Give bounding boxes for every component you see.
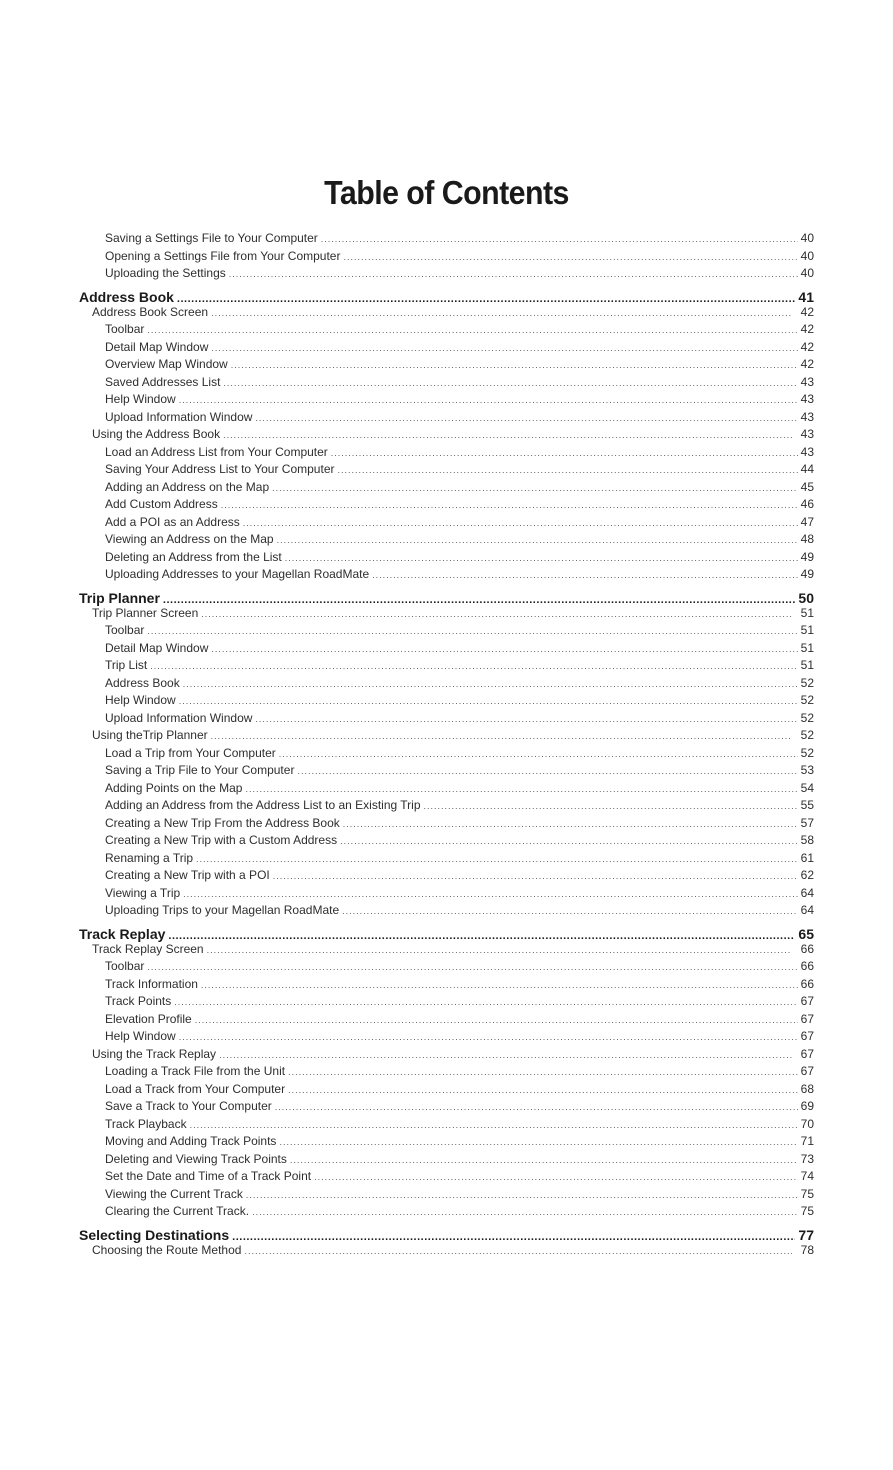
toc-entry-page-number: 74 [800,1169,814,1183]
toc-entry-title: Track Information [105,976,198,991]
toc-entry-page-number: 43 [800,374,814,389]
toc-topic-entry[interactable] [0,833,893,851]
toc-entry-page-number: 78 [800,1242,814,1257]
toc-topic-entry[interactable] [0,623,893,641]
toc-entry-title: Toolbar [105,623,145,637]
toc-entry-title: Saving Your Address List to Your Computer [105,462,335,476]
toc-entry-page-number: 43 [800,392,814,406]
toc-entry-title: Adding an Address from the Address List to an Existing Trip [105,798,421,812]
dot-leader [277,535,798,545]
toc-entry-title: Saving a Settings File to Your Computer [105,231,318,245]
toc-entry-title: Clearing the Current Track. [105,1204,250,1218]
dot-leader [201,980,798,990]
toc-entry-page-number: 69 [800,1099,814,1113]
toc-topic-entry[interactable] [0,410,893,428]
dot-leader [285,553,798,563]
dot-leader [337,465,797,475]
toc-entry-page-number: 55 [800,798,814,812]
toc-entry-title: Saving a Trip File to Your Computer [105,763,295,777]
toc-subsection-entry[interactable] [0,606,893,624]
toc-topic-entry[interactable] [0,480,893,498]
toc-entry-page-number: 65 [798,925,814,942]
dot-leader [219,1050,792,1060]
toc-entry-page-number: 75 [800,1204,814,1218]
toc-entry-title: Creating a New Trip with a Custom Address [105,833,338,847]
toc-entry-page-number: 43 [800,409,814,424]
toc-entry-page-number: 67 [800,994,814,1008]
toc-subsection-entry[interactable] [0,1243,893,1261]
toc-topic-entry[interactable] [0,1082,893,1100]
toc-subsection-entry[interactable] [0,427,893,445]
toc-entry-title: Load an Address List from Your Computer [105,444,328,459]
toc-entry-page-number: 51 [800,623,814,637]
toc-topic-entry[interactable] [0,977,893,995]
dot-leader [163,594,796,606]
toc-entry-page-number: 43 [800,427,814,441]
toc-entry-title: Saved Addresses List [105,374,221,389]
dot-leader [255,413,797,423]
toc-entry-page-number: 40 [800,231,814,245]
toc-topic-entry[interactable] [0,392,893,410]
toc-topic-entry[interactable] [0,1064,893,1082]
dot-leader [279,1137,797,1147]
dot-leader [174,997,797,1007]
toc-entry-title: Selecting Destinations [79,1226,230,1243]
toc-entry-page-number: 46 [800,497,814,511]
dot-leader [372,570,797,580]
toc-topic-entry[interactable] [0,550,893,568]
toc-topic-entry[interactable] [0,1169,893,1187]
toc-entry-page-number: 67 [800,1011,814,1026]
toc-topic-entry[interactable] [0,959,893,977]
toc-entry-page-number: 47 [800,514,814,529]
dot-leader [314,1172,798,1182]
toc-entry-title: Toolbar [105,959,145,973]
dot-leader [290,1155,798,1165]
toc-entry-title: Loading a Track File from the Unit [105,1064,286,1078]
dot-leader [229,269,798,279]
toc-subsection-entry[interactable] [0,942,893,960]
toc-topic-entry[interactable] [0,266,893,284]
toc-entry-title: Trip Planner [79,589,160,606]
toc-entry-page-number: 40 [800,248,814,263]
toc-entry-page-number: 41 [798,288,814,305]
toc-topic-entry[interactable] [0,676,893,694]
toc-entry-title: Viewing the Current Track [105,1186,243,1201]
dot-leader [211,731,792,741]
toc-topic-entry[interactable] [0,567,893,585]
toc-entry-page-number: 54 [800,780,814,795]
toc-entry-title: Detail Map Window [105,640,209,655]
toc-entry-title: Using the Track Replay [92,1046,217,1061]
toc-entry-title: Help Window [105,693,176,707]
toc-entry-page-number: 44 [800,462,814,476]
toc-entry-page-number: 58 [800,833,814,847]
dot-leader [201,609,791,619]
toc-entry-title: Address Book Screen [92,304,209,319]
dot-leader [221,500,798,510]
toc-entry-page-number: 51 [800,658,814,672]
toc-topic-entry[interactable] [0,1187,893,1205]
dot-leader [279,749,798,759]
toc-topic-entry[interactable] [0,249,893,267]
toc-topic-entry[interactable] [0,1099,893,1117]
toc-topic-entry[interactable] [0,340,893,358]
toc-entry-title: Add a POI as an Address [105,514,240,529]
toc-entry-title: Creating a New Trip with a POI [105,868,270,882]
page-title: Table of Contents [324,174,569,211]
toc-entry-page-number: 42 [800,357,814,371]
dot-leader [211,308,792,318]
toc-entry-page-number: 42 [800,339,814,354]
toc-entry-title: Upload Information Window [105,710,253,725]
dot-leader [183,679,798,689]
toc-entry-title: Overview Map Window [105,357,228,371]
toc-entry-title: Add Custom Address [105,497,218,511]
dot-leader [272,483,798,493]
toc-entry-title: Uploading the Settings [105,266,226,280]
toc-topic-entry[interactable] [0,641,893,659]
toc-entry-title: Renaming a Trip [105,850,194,865]
toc-entry-page-number: 43 [800,444,814,459]
toc-entry-title: Deleting an Address from the List [105,549,282,564]
toc-entry-title: Set the Date and Time of a Track Point [105,1169,312,1183]
dot-leader [179,696,798,706]
toc-topic-entry[interactable] [0,886,893,904]
toc-entry-page-number: 61 [800,850,814,865]
toc-topic-entry[interactable] [0,763,893,781]
toc-entry-page-number: 49 [800,567,814,581]
toc-entry-page-number: 68 [800,1081,814,1096]
toc-topic-entry[interactable] [0,462,893,480]
toc-entry-page-number: 73 [800,1151,814,1166]
toc-entry-title: Adding Points on the Map [105,780,243,795]
toc-entry-page-number: 75 [800,1186,814,1201]
dot-leader [147,626,797,636]
toc-entry-title: Choosing the Route Method [92,1242,242,1257]
dot-leader [150,661,797,671]
dot-leader [179,395,798,405]
dot-leader [244,1246,791,1256]
dot-leader [147,325,797,335]
toc-entry-page-number: 40 [800,266,814,280]
dot-leader [195,1015,798,1025]
dot-leader [207,945,792,955]
toc-entry-title: Track Playback [105,1116,187,1131]
toc-entry-page-number: 51 [800,605,814,620]
dot-leader [168,930,795,942]
toc-entry-page-number: 64 [800,885,814,900]
toc-entry-title: Opening a Settings File from Your Computer [105,248,341,263]
toc-entry-page-number: 52 [800,675,814,690]
toc-topic-entry[interactable] [0,994,893,1012]
toc-subsection-entry[interactable] [0,728,893,746]
toc-topic-entry[interactable] [0,357,893,375]
dot-leader [273,871,798,881]
toc-topic-entry[interactable] [0,497,893,515]
toc-entry-title: Viewing a Trip [105,885,181,900]
toc-entry-title: Help Window [105,392,176,406]
dot-leader [343,819,798,829]
toc-entry-page-number: 48 [800,532,814,546]
toc-entry-title: Moving and Adding Track Points [105,1134,277,1148]
dot-leader [177,293,796,305]
toc-topic-entry[interactable] [0,1152,893,1170]
toc-entry-page-number: 52 [800,745,814,760]
dot-leader [223,430,792,440]
toc-entry-page-number: 52 [800,728,814,742]
toc-topic-entry[interactable] [0,375,893,393]
toc-subsection-entry[interactable] [0,1047,893,1065]
toc-entry-page-number: 67 [800,1064,814,1078]
toc-entry-title: Address Book [105,675,180,690]
dot-leader [288,1067,798,1077]
dot-leader [342,906,798,916]
toc-entry-page-number: 67 [800,1046,814,1061]
dot-leader [255,714,797,724]
toc-entry-title: Upload Information Window [105,409,253,424]
toc-entry-title: Address Book [79,288,174,305]
toc-entry-page-number: 64 [800,903,814,917]
toc-topic-entry[interactable] [0,868,893,886]
toc-entry-title: Creating a New Trip From the Address Book [105,815,340,830]
toc-entry-page-number: 52 [800,710,814,725]
dot-leader [297,766,797,776]
toc-entry-title: Trip List [105,658,148,672]
toc-entry-title: Trip Planner Screen [92,605,199,620]
toc-subsection-entry[interactable] [0,305,893,323]
toc-entry-page-number: 66 [800,959,814,973]
toc-topic-entry[interactable] [0,231,893,249]
dot-leader [147,962,797,972]
toc-topic-entry[interactable] [0,515,893,533]
toc-section-entry[interactable] [0,1222,893,1243]
toc-entry-page-number: 49 [800,549,814,564]
dot-leader [211,343,797,353]
toc-topic-entry[interactable] [0,746,893,764]
toc-topic-entry[interactable] [0,903,893,921]
dot-leader [243,518,798,528]
dot-leader [231,360,798,370]
dot-leader [331,448,798,458]
toc-entry-page-number: 71 [800,1134,814,1148]
dot-leader [343,252,797,262]
dot-leader [321,234,798,244]
toc-topic-entry[interactable] [0,658,893,676]
toc-topic-entry[interactable] [0,781,893,799]
dot-leader [252,1207,798,1217]
toc-entry-page-number: 42 [800,304,814,319]
dot-leader [183,889,797,899]
toc-entry-title: Track Points [105,994,172,1008]
toc-entry-page-number: 53 [800,763,814,777]
toc-topic-entry[interactable] [0,1204,893,1222]
toc-entry-page-number: 50 [798,589,814,606]
toc-entry-page-number: 57 [800,815,814,830]
toc-topic-entry[interactable] [0,798,893,816]
dot-leader [190,1120,798,1130]
toc-topic-entry[interactable] [0,1134,893,1152]
toc-entry-page-number: 66 [800,976,814,991]
toc-section-entry[interactable] [0,284,893,305]
dot-leader [179,1032,798,1042]
table-of-contents [0,231,893,1260]
toc-entry-title: Deleting and Viewing Track Points [105,1151,287,1166]
toc-entry-title: Using theTrip Planner [92,728,208,742]
toc-entry-title: Uploading Trips to your Magellan RoadMate [105,903,340,917]
toc-section-entry[interactable] [0,921,893,942]
toc-entry-title: Toolbar [105,322,145,336]
toc-entry-title: Viewing an Address on the Map [105,532,274,546]
toc-entry-title: Load a Trip from Your Computer [105,745,276,760]
toc-topic-entry[interactable] [0,322,893,340]
toc-entry-page-number: 45 [800,479,814,494]
toc-entry-title: Track Replay [79,925,166,942]
toc-entry-page-number: 66 [800,941,814,956]
toc-entry-title: Detail Map Window [105,339,209,354]
toc-entry-title: Load a Track from Your Computer [105,1081,286,1096]
toc-topic-entry[interactable] [0,816,893,834]
dot-leader [340,836,798,846]
toc-entry-title: Adding an Address on the Map [105,479,270,494]
toc-entry-title: Using the Address Book [92,427,221,441]
toc-entry-title: Elevation Profile [105,1011,192,1026]
toc-entry-page-number: 52 [800,693,814,707]
toc-section-entry[interactable] [0,585,893,606]
toc-entry-title: Save a Track to Your Computer [105,1099,272,1113]
toc-topic-entry[interactable] [0,1012,893,1030]
toc-entry-title: Help Window [105,1029,176,1043]
toc-entry-page-number: 77 [798,1226,814,1243]
toc-topic-entry[interactable] [0,851,893,869]
toc-topic-entry[interactable] [0,1029,893,1047]
toc-topic-entry[interactable] [0,693,893,711]
toc-entry-page-number: 62 [800,868,814,882]
toc-topic-entry[interactable] [0,711,893,729]
dot-leader [211,644,797,654]
toc-topic-entry[interactable] [0,445,893,463]
toc-topic-entry[interactable] [0,1117,893,1135]
toc-entry-title: Track Replay Screen [92,941,204,956]
dot-leader [424,801,798,811]
toc-entry-page-number: 67 [800,1029,814,1043]
dot-leader [232,1231,795,1243]
dot-leader [246,1190,798,1200]
toc-entry-page-number: 70 [800,1116,814,1131]
toc-entry-page-number: 42 [800,322,814,336]
toc-entry-page-number: 51 [800,640,814,655]
toc-topic-entry[interactable] [0,532,893,550]
dot-leader [275,1102,798,1112]
dot-leader [196,854,798,864]
dot-leader [288,1085,798,1095]
toc-entry-title: Uploading Addresses to your Magellan RoadMate [105,567,370,581]
dot-leader [223,378,797,388]
dot-leader [245,784,797,794]
